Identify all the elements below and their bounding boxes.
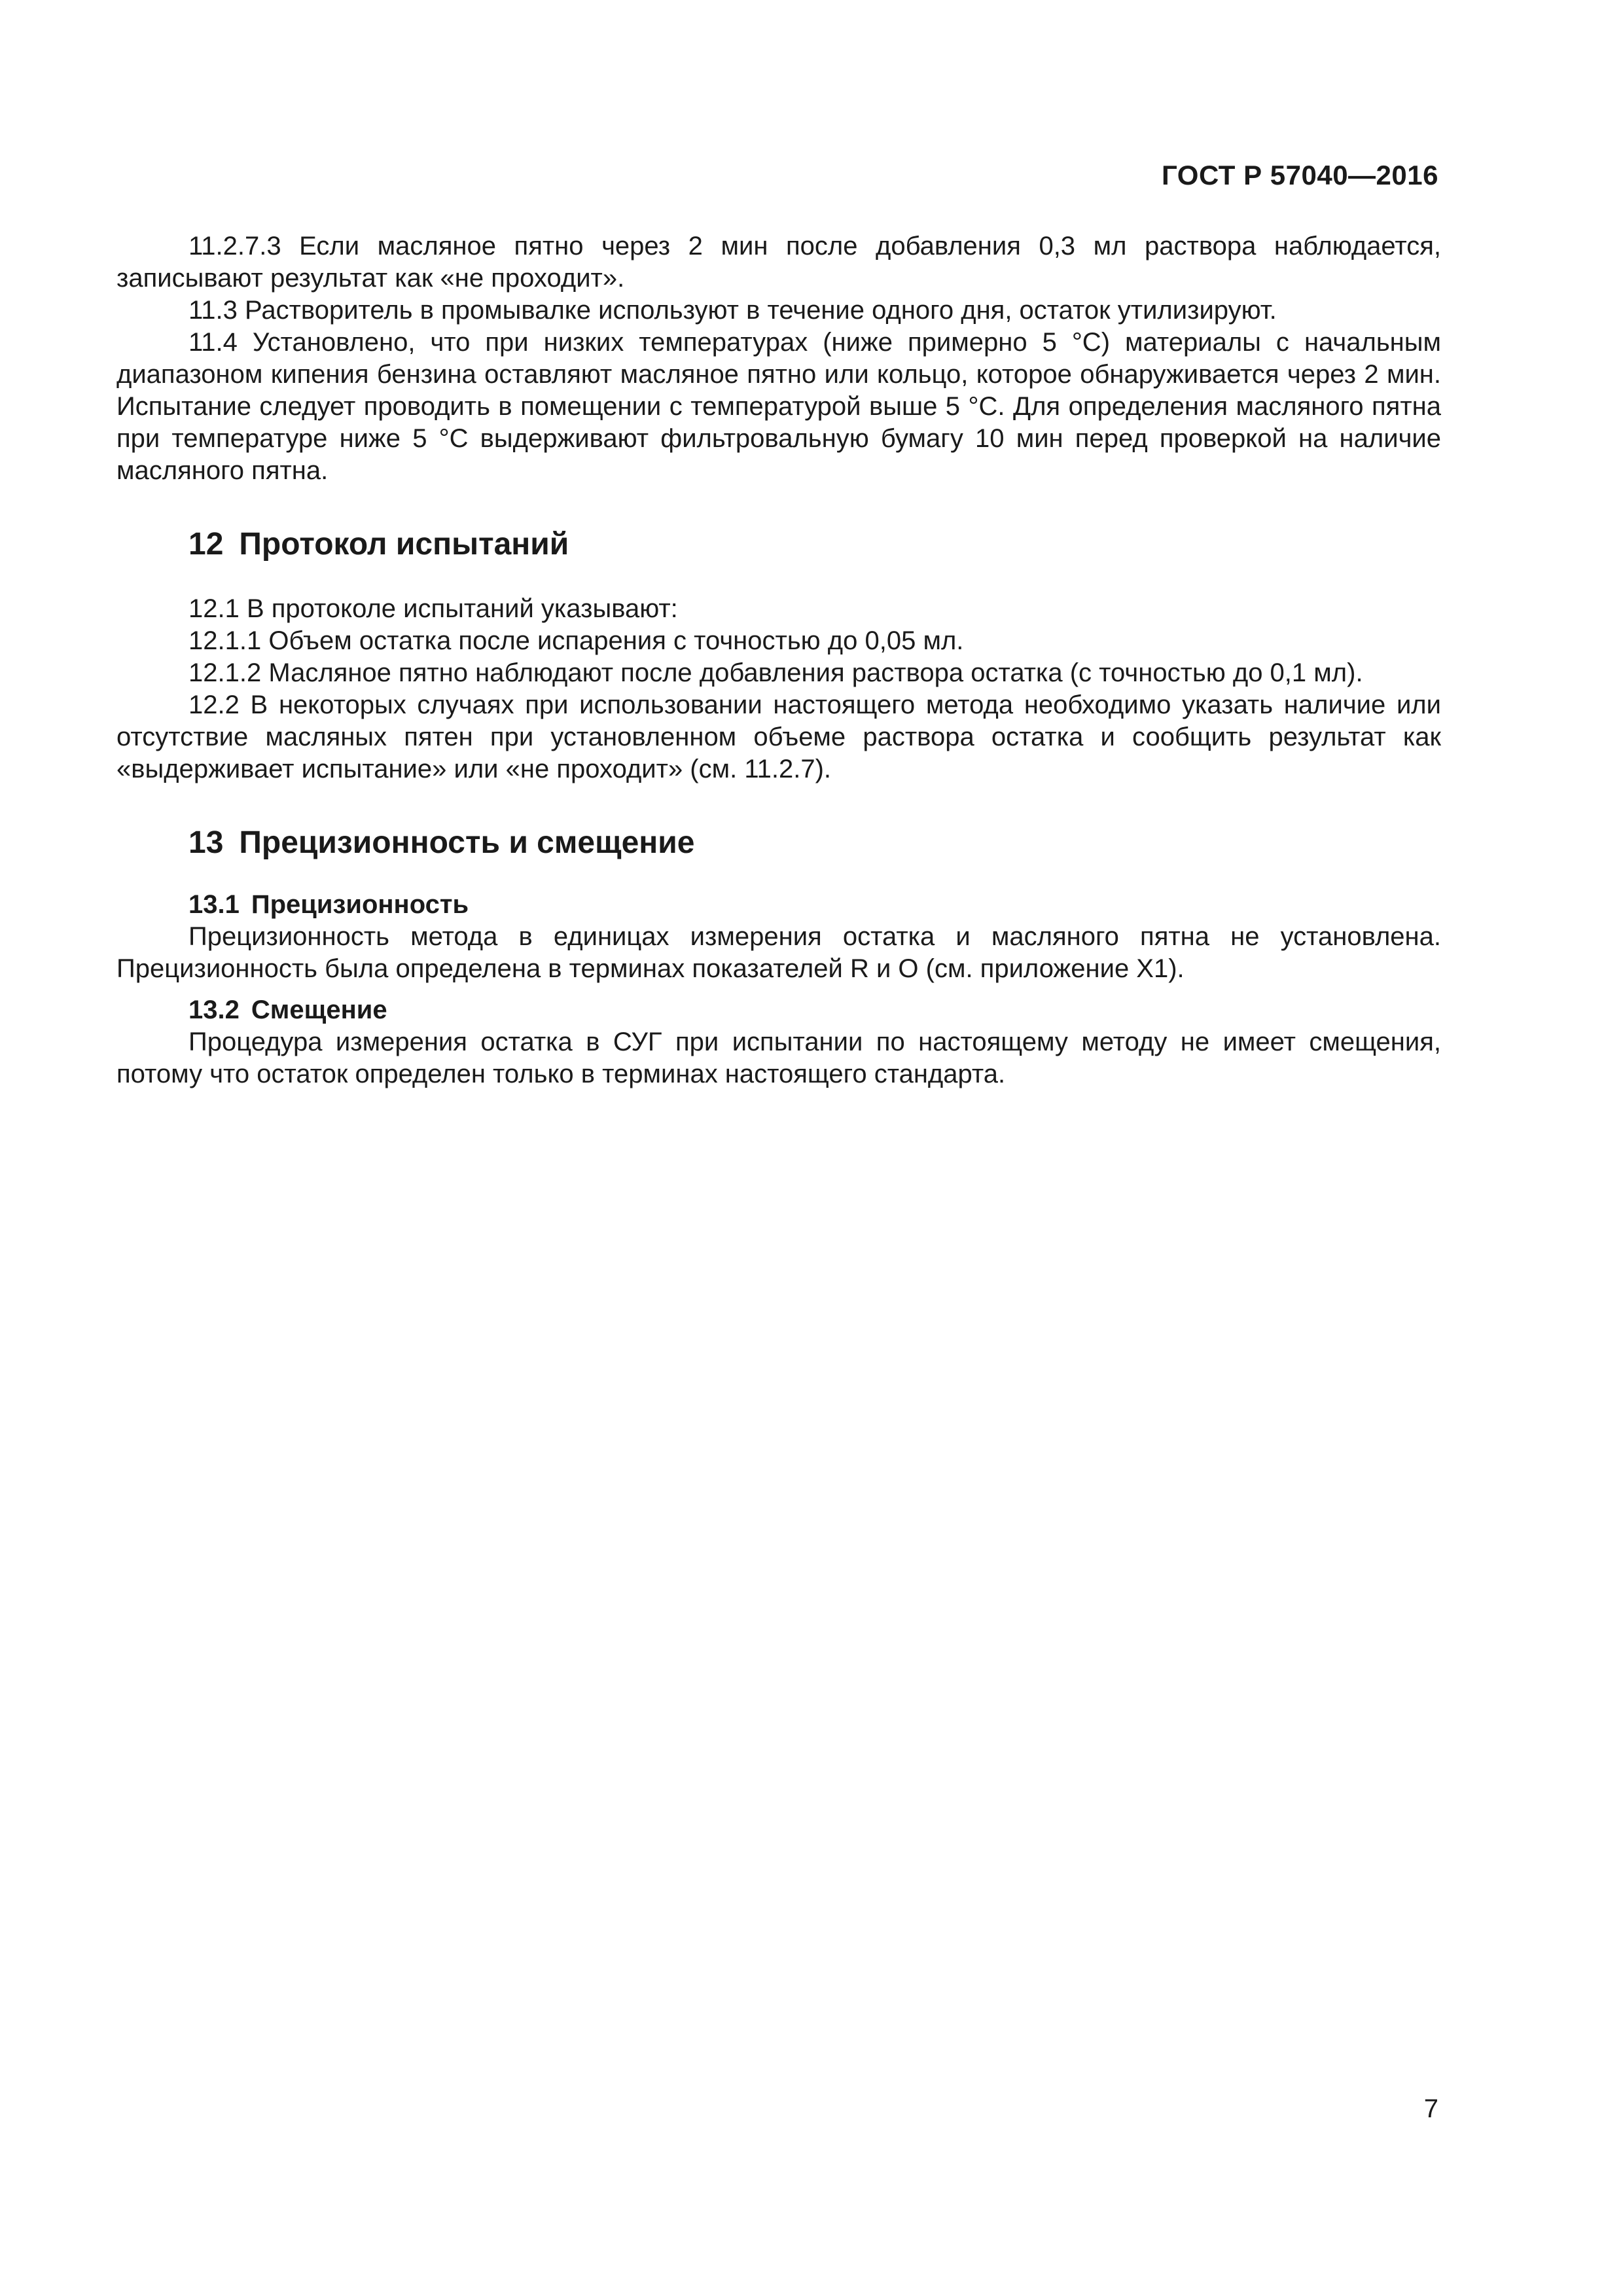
paragraph-11-3: 11.3 Растворитель в промывалке используют в течение одного дня, остаток утилизируют. [188, 296, 1277, 325]
subsection-13-2-title: Смещение [251, 996, 387, 1024]
subsection-13-2-number: 13.2 [188, 996, 240, 1024]
subsection-13-1-heading [116, 889, 1441, 921]
section-12-heading [116, 525, 1441, 564]
document-code-header: ГОСТ Р 57040—2016 [1162, 160, 1438, 190]
paragraph-13-1: Прецизионность метода в единицах измерения остатка и масляного пятна не установлена. Прецизионность была определена в терминах показателей R и O (см. приложение X1). [116, 922, 1441, 983]
paragraph-12-1: 12.1 В протоколе испытаний указывают: [188, 594, 678, 623]
paragraph-13-2: Процедура измерения остатка в СУГ при испытании по настоящему методу не имеет смещения, потому что остаток определен только в терминах настоящего стандарта. [116, 1028, 1441, 1088]
section-13-heading [116, 823, 1441, 863]
subsection-13-1-title: Прецизионность [251, 890, 469, 919]
page-number: 7 [1423, 2094, 1438, 2123]
paragraph-11-2-7-3: 11.2.7.3 Если масляное пятно через 2 мин после добавления 0,3 мл раствора наблюдается, записывают результат как «не проходит». [116, 232, 1441, 293]
document-body [116, 230, 1441, 1090]
subsection-13-2-heading [116, 994, 1441, 1026]
paragraph-11-4: 11.4 Установлено, что при низких температурах (ниже примерно 5 °С) материалы с начальным диапазоном кипения бензина оставляют масляное пятно или кольцо, которое обнаруживается через 2 мин. Испытание следует проводить в помещении с температурой выше 5 °С. Для определения масляного пятна при температуре ниже 5 °С выдерживают фильтровальную бумагу 10 мин перед проверкой на наличие масляного пятна. [116, 328, 1441, 485]
section-13-number: 13 [188, 825, 224, 860]
paragraph-12-1-2: 12.1.2 Масляное пятно наблюдают после добавления раствора остатка (с точностью до 0,1 мл). [188, 658, 1363, 687]
paragraph-12-2: 12.2 В некоторых случаях при использовании настоящего метода необходимо указать наличие или отсутствие масляных пятен при установленном объеме раствора остатка и сообщить результат как «выдерживает испытание» или «не проходит» (см. 11.2.7). [116, 691, 1441, 783]
section-13-title: Прецизионность и смещение [239, 825, 695, 860]
section-12-title: Протокол испытаний [239, 527, 569, 562]
subsection-13-1-number: 13.1 [188, 890, 240, 919]
section-12-number: 12 [188, 527, 224, 562]
paragraph-12-1-1: 12.1.1 Объем остатка после испарения с точностью до 0,05 мл. [188, 626, 964, 655]
